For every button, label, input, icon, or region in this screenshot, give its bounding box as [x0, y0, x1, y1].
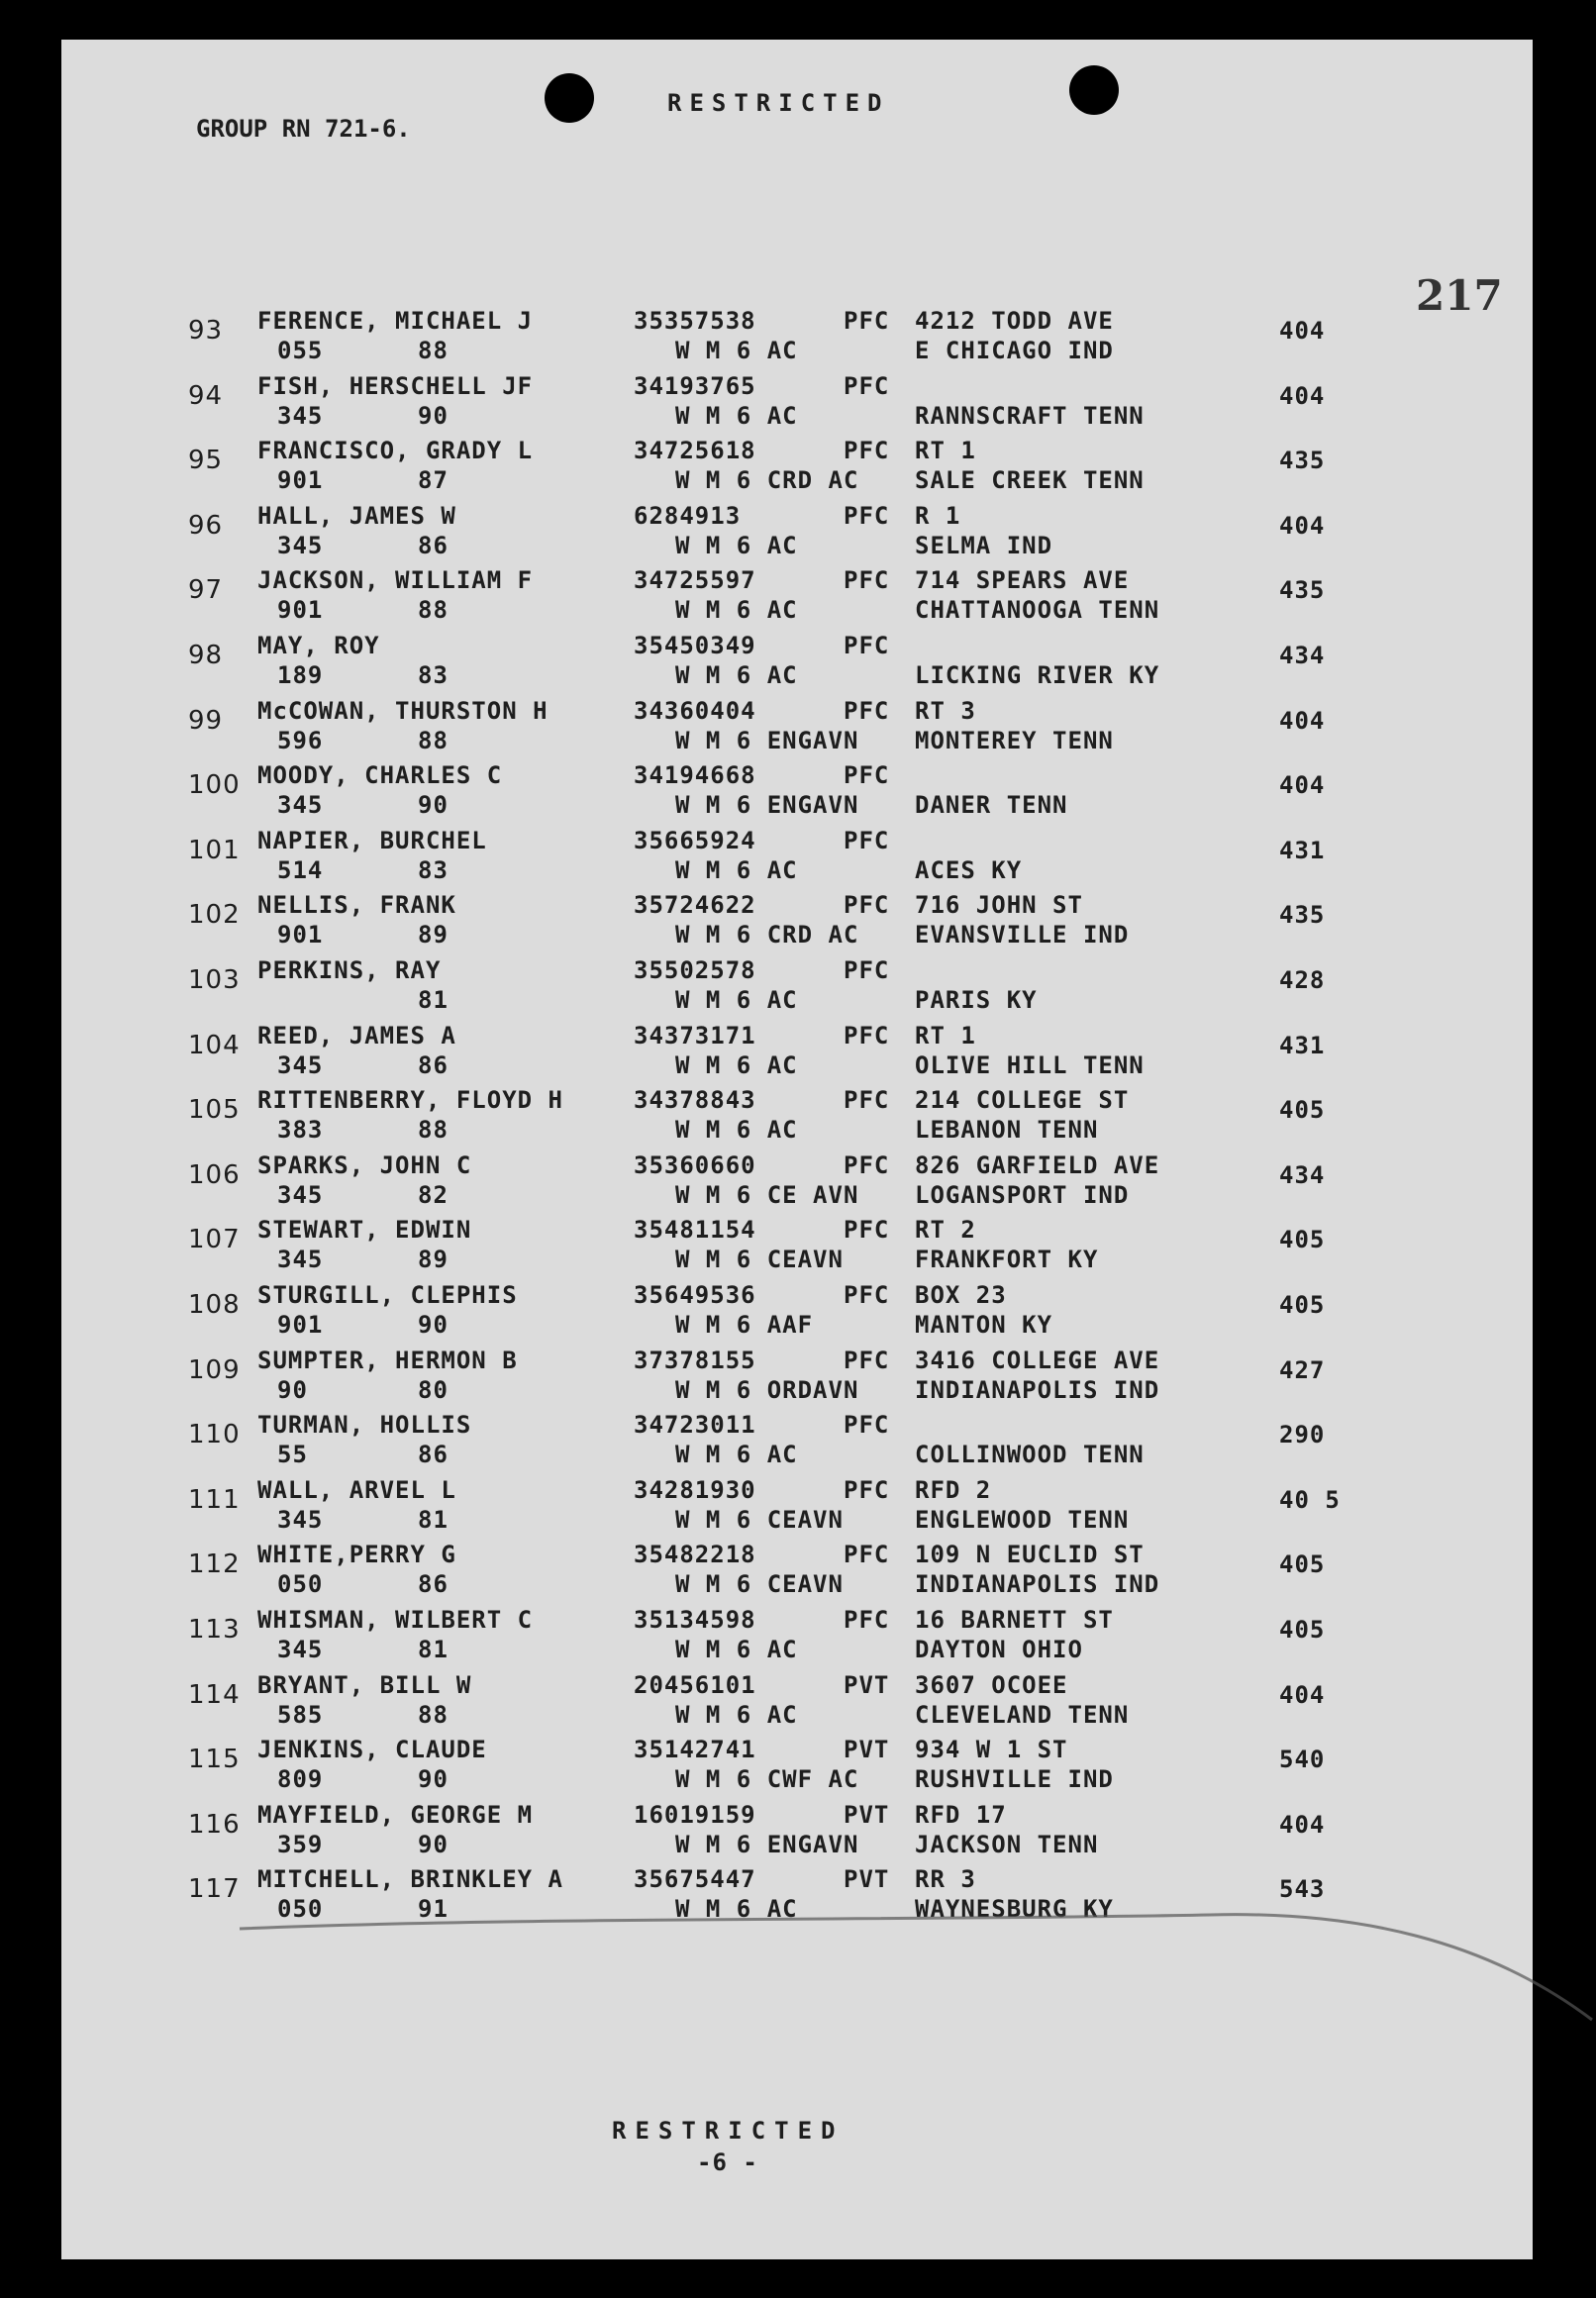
record-county: 404	[1279, 706, 1326, 735]
record-grade: PFC	[844, 307, 890, 335]
record-race: W M 6 AC	[675, 1441, 798, 1469]
record-addr2: LICKING RIVER KY	[915, 661, 1160, 689]
record-grade: PFC	[844, 1475, 890, 1504]
record-addr1: RFD 17	[915, 1800, 1007, 1829]
record-name: JACKSON, WILLIAM F	[257, 566, 534, 595]
record-code: 585	[277, 1700, 324, 1729]
record-code: 901	[277, 596, 324, 625]
record-county: 404	[1279, 771, 1326, 800]
record-county: 435	[1279, 447, 1326, 475]
record-race: W M 6 AC	[675, 1895, 798, 1924]
record-grade: PFC	[844, 1541, 890, 1569]
record-name: STURGILL, CLEPHIS	[257, 1281, 518, 1309]
record-race: W M 6 AC	[675, 1050, 798, 1079]
record-race: W M 6 AC	[675, 596, 798, 625]
record-race: W M 6 AC	[675, 1116, 798, 1145]
record-addr1: RT 1	[915, 1021, 976, 1049]
record-code: 345	[277, 1636, 324, 1663]
record-addr2: RANNSCRAFT TENN	[915, 401, 1145, 430]
record-name: SUMPTER, HERMON B	[257, 1346, 518, 1374]
record-name: SPARKS, JOHN C	[257, 1150, 472, 1179]
record-score: 90	[418, 791, 449, 820]
record-county: 435	[1279, 901, 1326, 930]
record-serial: 35502578	[634, 956, 756, 984]
record-code: 345	[277, 1505, 324, 1534]
record-num: 99	[188, 705, 224, 736]
record-code: 359	[277, 1830, 324, 1858]
record-name: BRYANT, BILL W	[257, 1670, 472, 1699]
record-score: 89	[418, 921, 449, 949]
record-addr2: EVANSVILLE IND	[915, 921, 1130, 949]
record-addr1: 934 W 1 ST	[915, 1736, 1068, 1764]
roster-row	[61, 827, 1533, 894]
record-serial: 35665924	[634, 826, 756, 854]
record-serial: 34723011	[634, 1411, 756, 1440]
record-grade: PFC	[844, 761, 890, 790]
record-county: 405	[1279, 1616, 1326, 1644]
record-addr2: E CHICAGO IND	[915, 337, 1114, 364]
record-serial: 34373171	[634, 1021, 756, 1049]
record-addr1: 16 BARNETT ST	[915, 1606, 1114, 1634]
record-score: 88	[418, 726, 449, 754]
record-addr2: PARIS KY	[915, 986, 1038, 1014]
record-serial: 6284913	[634, 501, 742, 530]
punch-hole-right	[1069, 65, 1119, 115]
roster-row	[61, 1281, 1533, 1349]
record-name: RITTENBERRY, FLOYD H	[257, 1086, 563, 1115]
record-score: 81	[418, 986, 449, 1014]
record-code: 050	[277, 1895, 324, 1924]
roster-row	[61, 307, 1533, 374]
record-grade: PFC	[844, 1150, 890, 1179]
record-grade: PFC	[844, 437, 890, 465]
record-county: 434	[1279, 1160, 1326, 1189]
record-county: 431	[1279, 1031, 1326, 1059]
record-race: W M 6 CEAVN	[675, 1505, 844, 1534]
record-grade: PFC	[844, 632, 890, 659]
record-code: 901	[277, 921, 324, 949]
record-num: 116	[188, 1809, 241, 1840]
record-num: 106	[188, 1159, 241, 1190]
record-addr1: 714 SPEARS AVE	[915, 566, 1130, 595]
record-score: 90	[418, 1311, 449, 1339]
record-addr1: 3607 OCOEE	[915, 1670, 1068, 1699]
record-county: 405	[1279, 1226, 1326, 1254]
record-name: McCOWAN, THURSTON H	[257, 696, 549, 725]
record-code: 901	[277, 466, 324, 495]
roster-row	[61, 1476, 1533, 1544]
roster-row	[61, 1801, 1533, 1868]
record-code: 055	[277, 337, 324, 364]
record-county: 405	[1279, 1550, 1326, 1579]
record-addr2: ACES KY	[915, 855, 1023, 884]
record-race: W M 6 ENGAVN	[675, 726, 859, 754]
record-addr1: RT 2	[915, 1216, 976, 1245]
record-num: 104	[188, 1030, 241, 1060]
record-grade: PFC	[844, 696, 890, 725]
record-code: 345	[277, 1050, 324, 1079]
page-stamp: 217	[1416, 271, 1503, 320]
record-addr1: 3416 COLLEGE AVE	[915, 1346, 1160, 1374]
roster-row	[61, 1216, 1533, 1283]
record-score: 81	[418, 1505, 449, 1534]
record-addr1: BOX 23	[915, 1281, 1007, 1309]
roster-row	[61, 502, 1533, 569]
record-num: 103	[188, 965, 241, 995]
record-name: HALL, JAMES W	[257, 501, 456, 530]
record-addr2: COLLINWOOD TENN	[915, 1441, 1145, 1469]
record-addr1: RT 3	[915, 696, 976, 725]
record-num: 107	[188, 1225, 241, 1255]
record-code: 345	[277, 531, 324, 559]
record-serial: 34378843	[634, 1086, 756, 1115]
classification-top: RESTRICTED	[667, 89, 890, 117]
record-score: 86	[418, 531, 449, 559]
page-number: -6 -	[697, 2148, 758, 2176]
record-county: 435	[1279, 576, 1326, 605]
roster-row	[61, 566, 1533, 634]
record-addr2: WAYNESBURG KY	[915, 1895, 1114, 1924]
record-score: 81	[418, 1636, 449, 1663]
record-addr2: ENGLEWOOD TENN	[915, 1505, 1130, 1534]
record-addr2: JACKSON TENN	[915, 1830, 1099, 1858]
record-score: 88	[418, 1700, 449, 1729]
record-score: 83	[418, 661, 449, 689]
record-num: 102	[188, 900, 241, 931]
record-county: 428	[1279, 966, 1326, 994]
record-race: W M 6 CWF AC	[675, 1765, 859, 1794]
record-county: 404	[1279, 381, 1326, 410]
record-county: 434	[1279, 642, 1326, 669]
record-race: W M 6 AC	[675, 401, 798, 430]
record-county: 404	[1279, 317, 1326, 345]
roster-row	[61, 891, 1533, 958]
record-score: 86	[418, 1050, 449, 1079]
record-code: 596	[277, 726, 324, 754]
record-race: W M 6 CRD AC	[675, 466, 859, 495]
roster-row	[61, 1411, 1533, 1478]
record-name: WHISMAN, WILBERT C	[257, 1606, 534, 1634]
record-grade: PFC	[844, 1281, 890, 1309]
record-num: 105	[188, 1095, 241, 1126]
record-grade: PFC	[844, 566, 890, 595]
record-num: 114	[188, 1679, 241, 1710]
record-score: 88	[418, 596, 449, 625]
record-name: TURMAN, HOLLIS	[257, 1411, 472, 1440]
record-code: 345	[277, 401, 324, 430]
record-county: 540	[1279, 1746, 1326, 1774]
record-code: 901	[277, 1311, 324, 1339]
record-score: 90	[418, 401, 449, 430]
record-addr2: CHATTANOOGA TENN	[915, 596, 1160, 625]
record-serial: 35675447	[634, 1865, 756, 1894]
record-serial: 34725618	[634, 437, 756, 465]
roster-row	[61, 437, 1533, 504]
roster-row	[61, 697, 1533, 764]
record-addr1: R 1	[915, 501, 961, 530]
roster-row	[61, 1086, 1533, 1153]
record-name: MAYFIELD, GEORGE M	[257, 1800, 534, 1829]
record-grade: PFC	[844, 1216, 890, 1245]
record-addr2: SALE CREEK TENN	[915, 466, 1145, 495]
record-num: 108	[188, 1290, 241, 1320]
record-num: 93	[188, 316, 224, 346]
record-code: 55	[277, 1441, 308, 1469]
record-grade: PFC	[844, 1346, 890, 1374]
record-name: MITCHELL, BRINKLEY A	[257, 1865, 563, 1894]
record-grade: PVT	[844, 1865, 890, 1894]
record-name: MOODY, CHARLES C	[257, 761, 503, 790]
roster-row	[61, 1347, 1533, 1414]
record-county: 404	[1279, 1810, 1326, 1839]
record-num: 117	[188, 1874, 241, 1905]
record-addr1: 4212 TODD AVE	[915, 307, 1114, 335]
record-grade: PVT	[844, 1670, 890, 1699]
record-code: 050	[277, 1570, 324, 1599]
record-serial: 35450349	[634, 632, 756, 659]
record-race: W M 6 AC	[675, 1700, 798, 1729]
record-serial: 35360660	[634, 1150, 756, 1179]
record-serial: 16019159	[634, 1800, 756, 1829]
record-grade: PFC	[844, 1411, 890, 1440]
record-name: PERKINS, RAY	[257, 956, 442, 984]
record-county: 40 5	[1279, 1485, 1341, 1514]
record-grade: PFC	[844, 956, 890, 984]
record-score: 88	[418, 1116, 449, 1145]
record-addr2: INDIANAPOLIS IND	[915, 1570, 1160, 1599]
record-serial: 34725597	[634, 566, 756, 595]
record-name: WHITE,PERRY G	[257, 1541, 456, 1569]
record-num: 95	[188, 446, 224, 476]
record-grade: PFC	[844, 1086, 890, 1115]
record-num: 96	[188, 510, 224, 541]
record-name: WALL, ARVEL L	[257, 1475, 456, 1504]
record-race: W M 6 CEAVN	[675, 1246, 844, 1274]
record-score: 88	[418, 337, 449, 364]
record-score: 80	[418, 1375, 449, 1404]
record-addr2: MONTEREY TENN	[915, 726, 1114, 754]
record-addr2: SELMA IND	[915, 531, 1053, 559]
record-code: 345	[277, 1180, 324, 1209]
record-serial: 35142741	[634, 1736, 756, 1764]
record-county: 404	[1279, 511, 1326, 540]
record-race: W M 6 AC	[675, 986, 798, 1014]
record-num: 110	[188, 1420, 241, 1450]
record-race: W M 6 AAF	[675, 1311, 814, 1339]
record-num: 94	[188, 380, 224, 411]
record-num: 115	[188, 1745, 241, 1775]
record-serial: 34194668	[634, 761, 756, 790]
record-race: W M 6 ENGAVN	[675, 1830, 859, 1858]
record-score: 86	[418, 1441, 449, 1469]
record-grade: PFC	[844, 1021, 890, 1049]
record-grade: PFC	[844, 371, 890, 400]
record-county: 431	[1279, 836, 1326, 864]
record-num: 109	[188, 1354, 241, 1385]
record-num: 113	[188, 1615, 241, 1645]
record-race: W M 6 AC	[675, 661, 798, 689]
classification-bottom: RESTRICTED	[612, 2117, 845, 2145]
record-name: MAY, ROY	[257, 632, 380, 659]
record-serial: 35724622	[634, 891, 756, 920]
record-race: W M 6 AC	[675, 337, 798, 364]
roster-row	[61, 372, 1533, 440]
record-code: 514	[277, 855, 324, 884]
document-page	[61, 40, 1533, 2259]
record-race: W M 6 CEAVN	[675, 1570, 844, 1599]
record-num: 101	[188, 835, 241, 865]
record-name: JENKINS, CLAUDE	[257, 1736, 487, 1764]
record-num: 97	[188, 575, 224, 606]
record-race: W M 6 AC	[675, 531, 798, 559]
record-grade: PFC	[844, 891, 890, 920]
record-county: 290	[1279, 1421, 1326, 1449]
record-race: W M 6 CE AVN	[675, 1180, 859, 1209]
record-addr1: 214 COLLEGE ST	[915, 1086, 1130, 1115]
record-race: W M 6 AC	[675, 1636, 798, 1663]
record-code: 345	[277, 1246, 324, 1274]
record-serial: 35649536	[634, 1281, 756, 1309]
punch-hole-left	[545, 73, 594, 123]
record-serial: 34193765	[634, 371, 756, 400]
record-score: 87	[418, 466, 449, 495]
record-grade: PFC	[844, 826, 890, 854]
roster-row	[61, 1671, 1533, 1739]
record-grade: PFC	[844, 501, 890, 530]
record-name: REED, JAMES A	[257, 1021, 456, 1049]
record-name: FERENCE, MICHAEL J	[257, 307, 534, 335]
record-addr2: OLIVE HILL TENN	[915, 1050, 1145, 1079]
record-serial: 35134598	[634, 1606, 756, 1634]
pencil-stroke	[220, 1911, 1596, 2030]
record-serial: 34281930	[634, 1475, 756, 1504]
record-addr2: FRANKFORT KY	[915, 1246, 1099, 1274]
roster-row	[61, 632, 1533, 699]
roster-row	[61, 1151, 1533, 1219]
record-code: 90	[277, 1375, 308, 1404]
record-serial: 35482218	[634, 1541, 756, 1569]
record-addr1: 826 GARFIELD AVE	[915, 1150, 1160, 1179]
record-race: W M 6 ENGAVN	[675, 791, 859, 820]
roster-row	[61, 1606, 1533, 1673]
record-county: 427	[1279, 1355, 1326, 1384]
record-addr1: 716 JOHN ST	[915, 891, 1083, 920]
record-race: W M 6 CRD AC	[675, 921, 859, 949]
record-addr1: RR 3	[915, 1865, 976, 1894]
record-name: FRANCISCO, GRADY L	[257, 437, 534, 465]
record-addr2: CLEVELAND TENN	[915, 1700, 1130, 1729]
record-race: W M 6 ORDAVN	[675, 1375, 859, 1404]
record-grade: PVT	[844, 1736, 890, 1764]
roster-row	[61, 1736, 1533, 1803]
record-name: STEWART, EDWIN	[257, 1216, 472, 1245]
record-race: W M 6 AC	[675, 855, 798, 884]
record-addr2: LOGANSPORT IND	[915, 1180, 1130, 1209]
record-addr1: RFD 2	[915, 1475, 992, 1504]
record-serial: 34360404	[634, 696, 756, 725]
record-score: 82	[418, 1180, 449, 1209]
record-grade: PVT	[844, 1800, 890, 1829]
record-grade: PFC	[844, 1606, 890, 1634]
record-code: 345	[277, 791, 324, 820]
record-score: 83	[418, 855, 449, 884]
record-num: 100	[188, 770, 241, 801]
record-addr2: DAYTON OHIO	[915, 1636, 1083, 1663]
group-reference: GROUP RN 721-6.	[196, 115, 411, 143]
roster-row	[61, 1022, 1533, 1089]
record-num: 112	[188, 1549, 241, 1580]
roster-row	[61, 956, 1533, 1024]
record-score: 89	[418, 1246, 449, 1274]
record-score: 86	[418, 1570, 449, 1599]
record-addr1: RT 1	[915, 437, 976, 465]
record-num: 98	[188, 641, 224, 670]
record-name: FISH, HERSCHELL JF	[257, 371, 534, 400]
record-serial: 37378155	[634, 1346, 756, 1374]
record-score: 90	[418, 1765, 449, 1794]
record-code: 809	[277, 1765, 324, 1794]
record-code: 189	[277, 661, 324, 689]
record-name: NAPIER, BURCHEL	[257, 826, 487, 854]
record-serial: 35357538	[634, 307, 756, 335]
roster-row	[61, 761, 1533, 829]
record-county: 404	[1279, 1680, 1326, 1709]
roster-row	[61, 1541, 1533, 1608]
record-score: 90	[418, 1830, 449, 1858]
record-name: NELLIS, FRANK	[257, 891, 456, 920]
record-num: 111	[188, 1484, 241, 1515]
record-addr1: 109 N EUCLID ST	[915, 1541, 1145, 1569]
record-code: 383	[277, 1116, 324, 1145]
record-county: 405	[1279, 1291, 1326, 1319]
record-serial: 20456101	[634, 1670, 756, 1699]
record-addr2: INDIANAPOLIS IND	[915, 1375, 1160, 1404]
record-county: 405	[1279, 1096, 1326, 1125]
record-addr2: RUSHVILLE IND	[915, 1765, 1114, 1794]
record-addr2: LEBANON TENN	[915, 1116, 1099, 1145]
record-addr2: DANER TENN	[915, 791, 1068, 820]
record-county: 543	[1279, 1875, 1326, 1904]
record-score: 91	[418, 1895, 449, 1924]
record-serial: 35481154	[634, 1216, 756, 1245]
record-addr2: MANTON KY	[915, 1311, 1053, 1339]
